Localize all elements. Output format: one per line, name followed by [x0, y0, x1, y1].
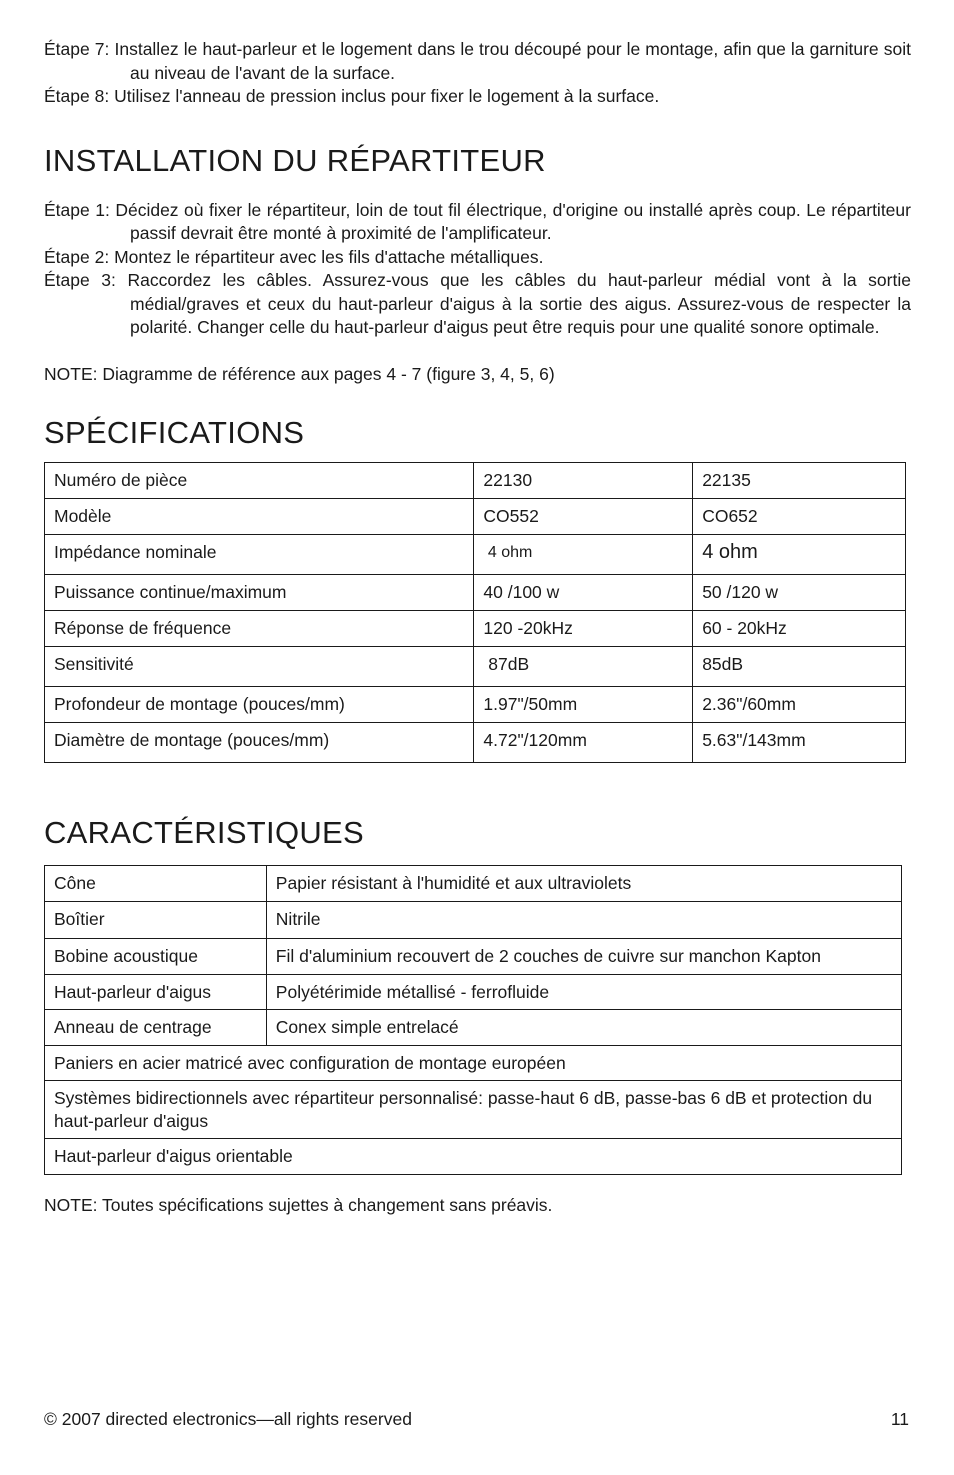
spec-label: Profondeur de montage (pouces/mm)	[45, 687, 474, 723]
spec-value-22135: 60 - 20kHz	[693, 611, 906, 647]
table-row	[45, 866, 902, 902]
table-row	[45, 499, 906, 535]
spec-value-22130: 40 /100 w	[474, 575, 693, 611]
table-row	[45, 1139, 902, 1175]
spec-value-22130: 1.97"/50mm	[474, 687, 693, 723]
spec-value-22130: 4 ohm	[474, 535, 693, 575]
spec-label: Diamètre de montage (pouces/mm)	[45, 723, 474, 763]
table-row	[45, 901, 902, 939]
copyright-text: © 2007 directed electronics—all rights reserved	[44, 1409, 412, 1429]
spec-value-22135: 50 /120 w	[693, 575, 906, 611]
spec-label: Modèle	[45, 499, 474, 535]
spec-label: Numéro de pièce	[45, 463, 474, 499]
feature-label: Anneau de centrage	[45, 1010, 267, 1046]
crossover-step-2: Étape 2: Montez le répartiteur avec les fils d'attache métalliques.	[44, 246, 544, 267]
spec-value-22135: 5.63"/143mm	[693, 723, 906, 763]
table-row	[45, 1081, 902, 1139]
table-row	[45, 723, 906, 763]
page-footer	[44, 1409, 909, 1430]
crossover-steps	[44, 199, 911, 340]
table-row	[45, 939, 902, 975]
feature-full-row: Systèmes bidirectionnels avec répartiteur personnalisé: passe-haut 6 dB, passe-bas 6 dB et protection du haut-parleur d'aigus	[45, 1081, 902, 1139]
table-row	[45, 687, 906, 723]
spec-value-22130: CO552	[474, 499, 693, 535]
spec-value-22135: 85dB	[693, 647, 906, 687]
page-content	[44, 38, 911, 1217]
spec-value-22135: 4 ohm	[693, 535, 906, 575]
table-row	[45, 974, 902, 1010]
feature-value: Polyétérimide métallisé - ferrofluide	[266, 974, 901, 1010]
feature-label: Boîtier	[45, 901, 267, 939]
crossover-step-3: Étape 3: Raccordez les câbles. Assurez-vous que les câbles du haut-parleur médial vont à la sortie médial/graves et ceux du haut-parleur d'aigus à la sortie des aigus. Assurez-vous de respecter la polarité. Changer celle du haut-parleur d'aigus peut être requis pour une qualité sonore optimale.	[44, 270, 911, 337]
table-row	[45, 575, 906, 611]
features-heading: CARACTÉRISTIQUES	[44, 815, 365, 850]
table-row	[45, 647, 906, 687]
feature-value: Conex simple entrelacé	[266, 1010, 901, 1046]
feature-label: Cône	[45, 866, 267, 902]
feature-value: Papier résistant à l'humidité et aux ultraviolets	[266, 866, 901, 902]
spec-label: Impédance nominale	[45, 535, 474, 575]
spec-label: Réponse de fréquence	[45, 611, 474, 647]
feature-value: Nitrile	[266, 901, 901, 939]
table-row	[45, 535, 906, 575]
spec-value-22130: 87dB	[474, 647, 693, 687]
step-7: Étape 7: Installez le haut-parleur et le logement dans le trou découpé pour le montage, afin que la garniture soit au niveau de l'avant de la surface.	[44, 39, 911, 83]
step-8: Étape 8: Utilisez l'anneau de pression inclus pour fixer le logement à la surface.	[44, 86, 660, 106]
feature-label: Bobine acoustique	[45, 939, 267, 975]
crossover-step-1: Étape 1: Décidez où fixer le répartiteur, loin de tout fil électrique, d'origine ou installé après coup. Le répartiteur passif devrait être monté à proximité de l'amplificateur.	[44, 199, 911, 243]
crossover-note: NOTE: Diagramme de référence aux pages 4 - 7 (figure 3, 4, 5, 6)	[44, 363, 555, 384]
spec-value-22130: 120 -20kHz	[474, 611, 693, 647]
spec-value-22130: 4.72"/120mm	[474, 723, 693, 763]
crossover-heading: INSTALLATION DU RÉPARTITEUR	[44, 142, 546, 178]
spec-value-22130: 22130	[474, 463, 693, 499]
table-row	[45, 463, 906, 499]
table-row	[45, 611, 906, 647]
table-row	[45, 1010, 902, 1046]
specifications-table	[44, 462, 906, 763]
spec-value-22135: CO652	[693, 499, 906, 535]
page-number: 11	[890, 1409, 909, 1429]
feature-label: Haut-parleur d'aigus	[45, 974, 267, 1010]
feature-full-row: Haut-parleur d'aigus orientable	[45, 1139, 902, 1175]
specifications-heading: SPÉCIFICATIONS	[44, 415, 305, 450]
spec-value-22135: 2.36"/60mm	[693, 687, 906, 723]
features-note: NOTE: Toutes spécifications sujettes à changement sans préavis.	[44, 1194, 553, 1215]
feature-value: Fil d'aluminium recouvert de 2 couches de cuivre sur manchon Kapton	[266, 939, 901, 975]
spec-label: Puissance continue/maximum	[45, 575, 474, 611]
spec-value-22135: 22135	[693, 463, 906, 499]
feature-full-row: Paniers en acier matricé avec configuration de montage européen	[45, 1045, 902, 1081]
table-row	[45, 1045, 902, 1081]
features-table	[44, 865, 902, 1175]
spec-label: Sensitivité	[45, 647, 474, 687]
